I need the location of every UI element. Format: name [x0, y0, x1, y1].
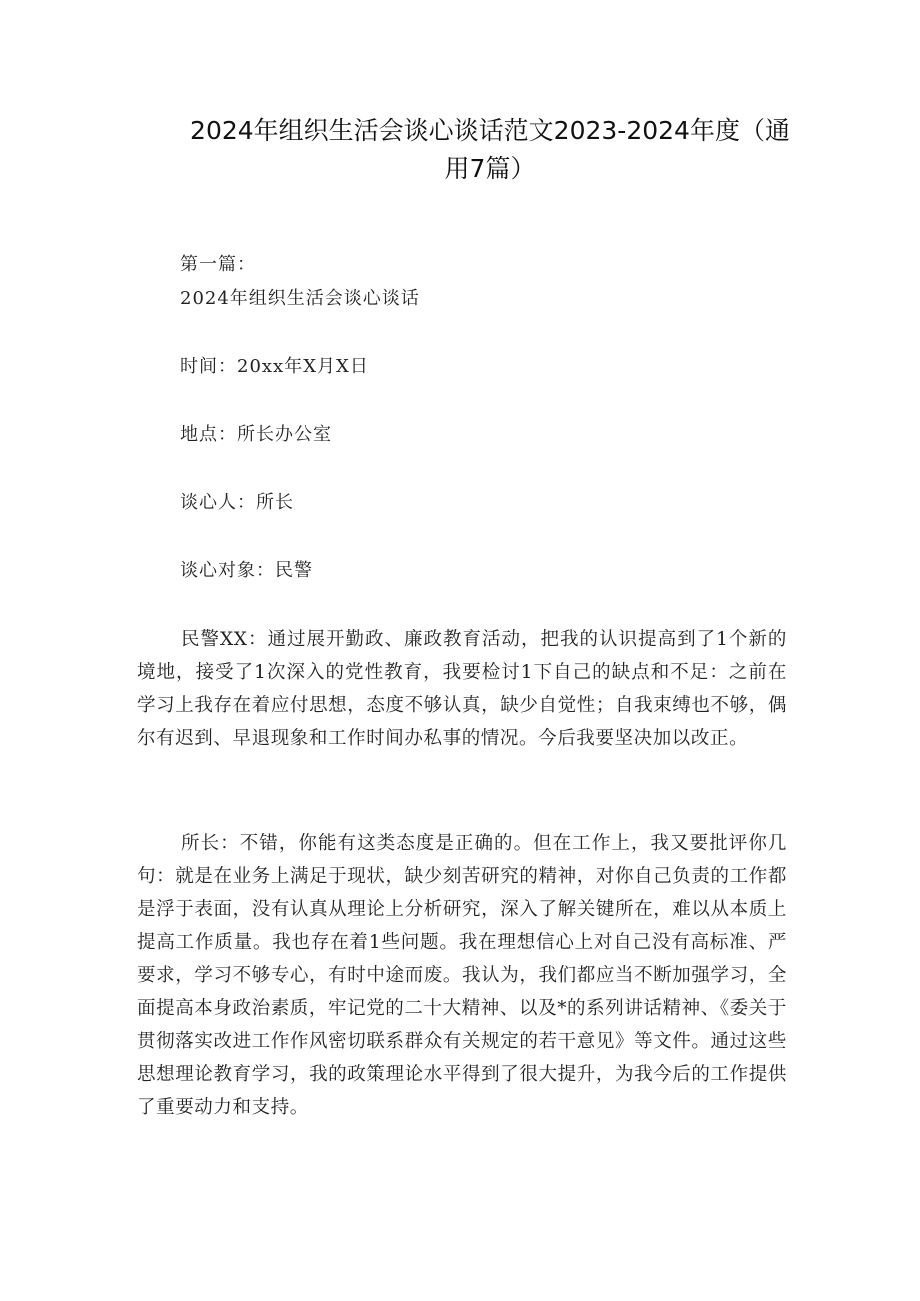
- talk-target: 谈心对象：民警: [180, 560, 313, 581]
- section-title: 2024年组织生活会谈心谈话: [180, 288, 420, 309]
- meeting-place: 地点：所长办公室: [180, 424, 332, 445]
- meeting-time: 时间：20xx年X月X日: [180, 356, 369, 377]
- paragraph-director-statement: 所长：不错，你能有这类态度是正确的。但在工作上，我又要批评你几句：就是在业务上满足于现状，缺少刻苦研究的精神，对你自己负责的工作都是浮于表面，没有认真从理论上分析研究，深入了解关键所在，难以从本质上提高工作质量。我也存在着1些问题。我在理想信心上对自己没有高标准、严要求，学习不够专心，有时中途而废。我认为，我们都应当不断加强学习，全面提高本身政治素质，牢记党的二十大精神、以及*的系列讲话精神、《委关于贯彻落实改进工作作风密切联系群众有关规定的若干意见》等文件。通过这些思想理论教育学习，我的政策理论水平得到了很大提升，为我今后的工作提供了重要动力和支持。: [137, 833, 788, 1118]
- document-title: 2024年组织生活会谈心谈话范文2023-2024年度（通用7篇）: [190, 116, 790, 183]
- paragraph-police-statement: 民警XX：通过展开勤政、廉政教育活动，把我的认识提高到了1个新的境地，接受了1次深入的党性教育，我要检讨1下自己的缺点和不足：之前在学习上我存在着应付思想，态度不够认真，缺少自觉性；自我束缚也不够，偶尔有迟到、早退现象和工作时间办私事的情况。今后我要坚决加以改正。: [137, 629, 787, 749]
- talker: 谈心人：所长: [180, 492, 294, 513]
- section-label: 第一篇：: [180, 254, 256, 275]
